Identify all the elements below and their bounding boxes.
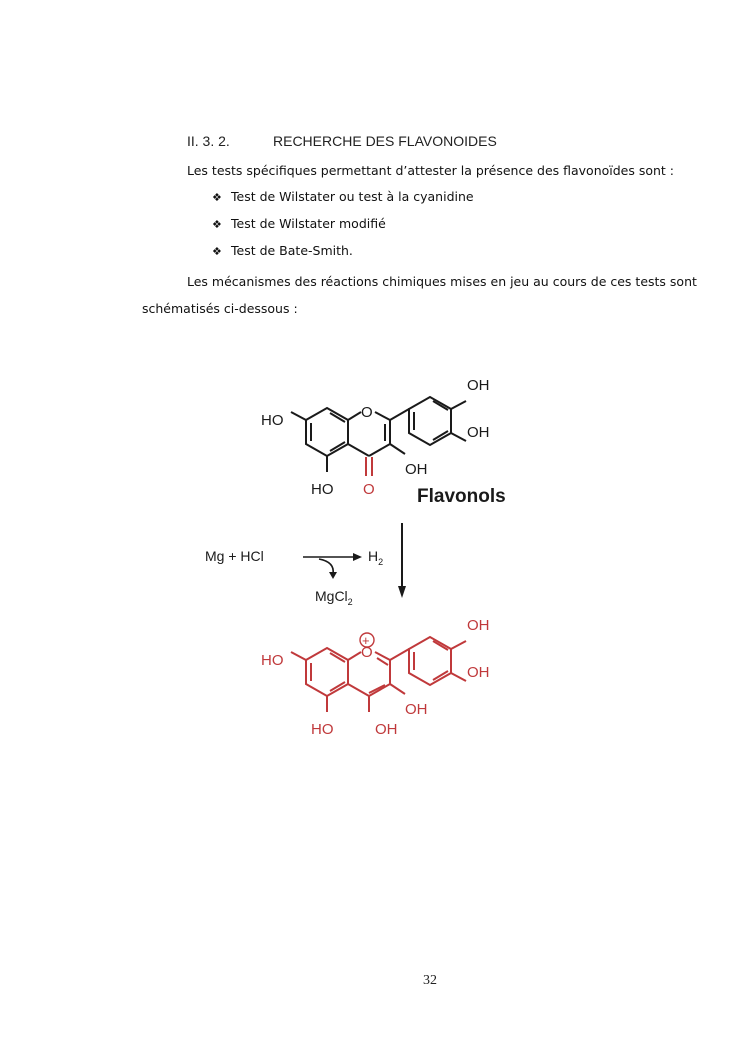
oh-label-c3: OH [405, 461, 428, 478]
oh-label-top: OH [467, 377, 490, 394]
ho-label-left: HO [261, 412, 284, 429]
section-number: II. 3. 2. [187, 133, 230, 149]
list-item [212, 243, 474, 270]
cation-oxygen-label: O [361, 644, 373, 661]
diamond-bullet-icon: ❖ [212, 245, 222, 258]
test-list [212, 189, 474, 270]
oh-label-right-product: OH [467, 664, 490, 681]
oh-label-c4-product: OH [375, 721, 398, 738]
oh-label-c3-product: OH [405, 701, 428, 718]
carbonyl-group [366, 457, 372, 476]
list-item [212, 216, 474, 243]
mgcl2-label: MgCl$_2$ [315, 588, 353, 607]
list-item-text: Test de Wilstater modifié [231, 216, 386, 231]
mechanism-paragraph-line1: Les mécanismes des réactions chimiques mises en jeu au cours de ces tests sont [187, 274, 697, 289]
mechanism-paragraph-line2: schématisés ci-dessous : [142, 301, 298, 316]
section-title: RECHERCHE DES FLAVONOIDES [273, 133, 497, 149]
flavonol-structure [291, 397, 466, 472]
ho-label-left-product: HO [261, 652, 284, 669]
carbonyl-oxygen-label: O [363, 481, 375, 498]
charge-label: + [362, 633, 370, 648]
reaction-arrow-down [398, 523, 406, 598]
diamond-bullet-icon: ❖ [212, 218, 222, 231]
reagent-label: Mg + HCl [205, 548, 264, 564]
ho-label-bottom: HO [311, 481, 334, 498]
list-item-text: Test de Bate-Smith. [231, 243, 353, 258]
ho-label-bottom-product: HO [311, 721, 334, 738]
flavonols-label: Flavonols [417, 486, 506, 507]
page-number: 32 [423, 973, 437, 988]
list-item-text: Test de Wilstater ou test à la cyanidine [231, 189, 474, 204]
cyanidin-structure [291, 633, 466, 712]
list-item [212, 189, 474, 216]
intro-paragraph: Les tests spécifiques permettant d’attester la présence des flavonoïdes sont : [187, 163, 675, 178]
hydrogen-label: $H_2$ [368, 548, 384, 567]
side-arrow [303, 553, 362, 579]
reaction-scheme [195, 368, 555, 758]
oh-label-right: OH [467, 424, 490, 441]
section-heading [187, 133, 497, 149]
diamond-bullet-icon: ❖ [212, 191, 222, 204]
oh-label-top-product: OH [467, 617, 490, 634]
ring-oxygen-label: O [361, 404, 373, 421]
